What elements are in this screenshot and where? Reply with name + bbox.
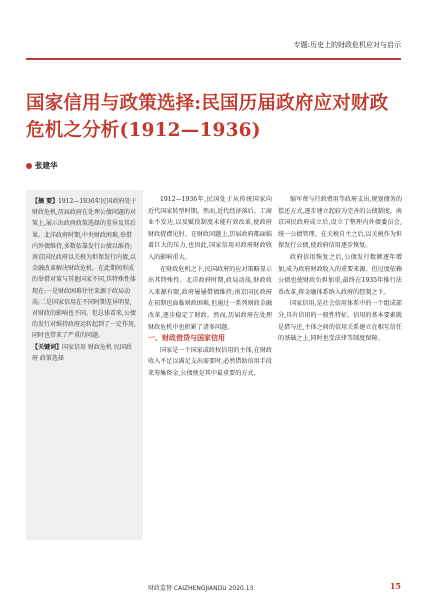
- keywords-text: 国家信用 财政危机 民国政府 政策选择: [32, 343, 132, 362]
- abstract-label: 【摘 要】: [32, 198, 59, 205]
- journal-footer: 财政监督 CAIZHENGJIANDU 2020.13: [148, 585, 254, 592]
- body-paragraph: 国家信用,是社会信用体系中的一个组成部分,具有信用的一般性特征。信用的基本要素就是借与还,主体之间的信用关系建立在相互信任的基础之上,同时也受法律等制度保障。: [278, 300, 402, 343]
- body-paragraph: 1912—1936年,民国处于从传统国家向近代国家转型时期。然而,近代经济落后、工商业不发达,以及赋役制度未能有效改革,使政府财政捉襟见肘。在财政问题上,历届政府都面临着巨大的压力,也因此,国家信用对政府财政收入的影响重大。: [148, 196, 272, 261]
- author-name: 张建华: [35, 161, 58, 170]
- abstract-box: [26, 190, 143, 540]
- author-bullet-icon: [26, 163, 32, 169]
- section-heading: 一、财政借贷与国家信用: [148, 334, 225, 343]
- article-title: 国家信用与政策选择:民国历届政府应对财政危机之分析(1912—1936): [26, 93, 389, 141]
- keywords-label: 【关键词】: [32, 343, 63, 351]
- body-column-middle: [148, 194, 272, 580]
- body-paragraph: 在财政危机之下,民国政府的应对策略显示出其特殊性。北洋政府时期,政局动荡,财政收入来源有限,政府屡屡借债维持;南京国民政府在初期也面临财政困难,但通过一系列财政金融改革,逐步稳定了财政。然而,历届政府在处理财政危机中也积累了诸多问题。: [148, 265, 272, 331]
- body-paragraph: 国家是一个国家或政权信用的主体,在财政收入不足以满足支出需要时,必然借助信用手段来筹集资金,公债便是其中最重要的方式。: [148, 346, 272, 377]
- author-line: [26, 160, 58, 171]
- body-paragraph: 缩军费与行政费用等政府支出,规划债务的偿还方式,逐步建立起较为完善的公债制度。南京国民政府成立后,设立了整理内外债委员会,统一公债管理。在关税自主之后,以关税作为担保发行公债,使政府信用逐步恢复。: [278, 196, 402, 250]
- section-label: 专题:历史上的财政危机应对与启示: [293, 41, 401, 49]
- body-column-right: [278, 194, 402, 580]
- abstract-text: 1912—1936年民国政府处于财政危机,历届政府在处理公债问题的对策上,展示出政府政策选择的差异及其后果。北洋政府时期,中央财政困难,举借内外债维持,多数依靠发行公债以维持;南京国民政府以关税为担保发行内债,以金融改革解决财政危机。在此期间形成的举借对策与其他国家不同,其特殊性体现在:一是财政困难往往来源于政局动荡;二是国家信用在不同时期差异明显,对财政的影响也不同。但总体看来,公债的发行对维持政府运转起到了一定作用,同时也带来了严重的问题。: [32, 198, 137, 340]
- header-rule: [26, 58, 401, 60]
- page-number: 15: [389, 581, 401, 591]
- body-paragraph: 政府信用恢复之后,公债发行数额逐年增加,成为政府财政收入的重要来源。但过度依赖公债也使财政负担加重,最终在1935年推行法币改革,将金融体系纳入政府的控制之下。: [278, 253, 402, 296]
